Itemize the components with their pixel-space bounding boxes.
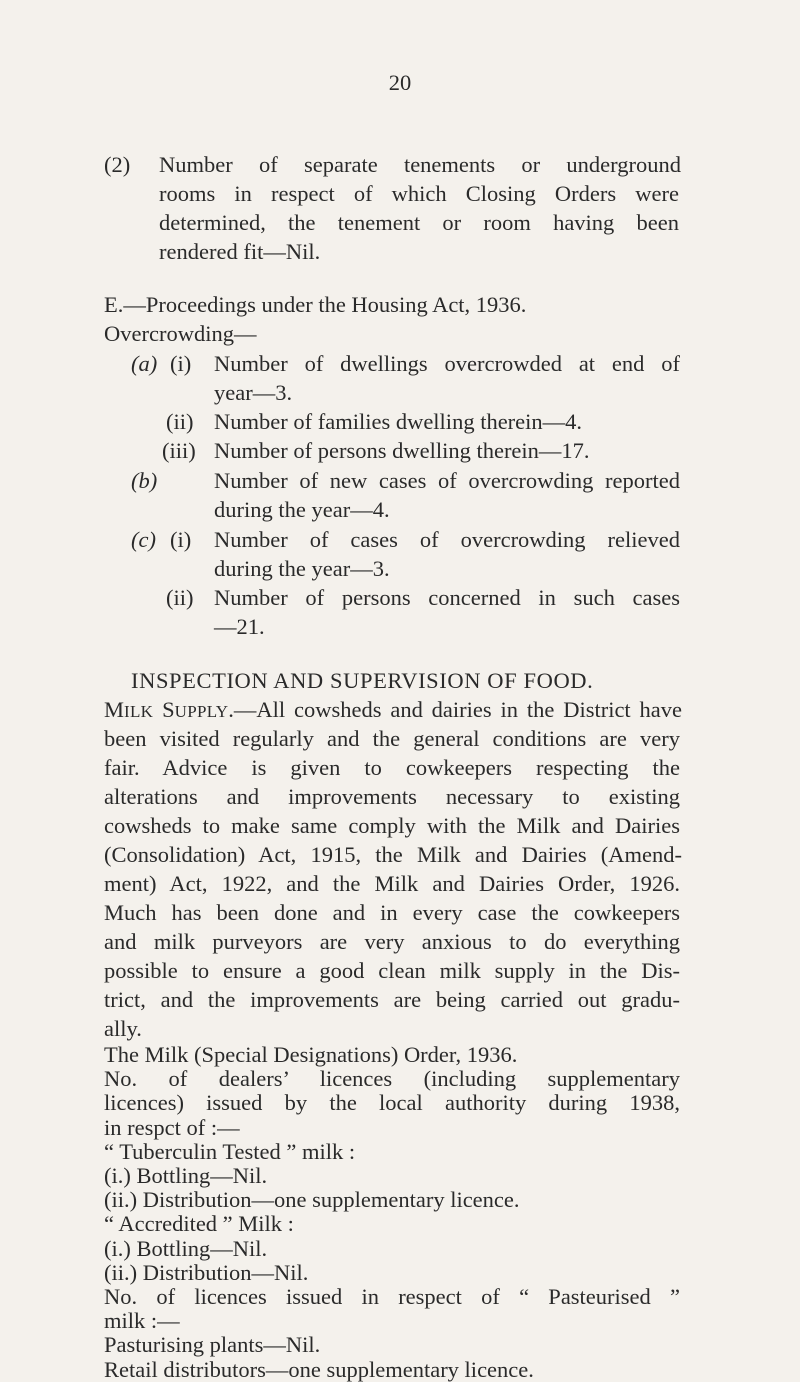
item-a-ii-label: (ii) (166, 409, 194, 434)
retail-distributors: Retail distributors—one supplementary licence. (104, 1356, 534, 1382)
milk-supply-label-upply: UPPLY (174, 702, 229, 721)
milk-supply-line: been visited regularly and the general conditions are very (104, 726, 680, 751)
milk-supply-label-s: S (162, 697, 175, 722)
pasteurising-plants: Pasturising plants—Nil. (104, 1332, 321, 1358)
item-b-line: during the year—4. (214, 497, 390, 522)
milk-supply-label-ilk: ILK (124, 702, 154, 721)
tuberculin-bottling: (i.) Bottling—Nil. (104, 1163, 268, 1188)
dealers-line: No. of dealers’ licences (including supplementary (104, 1066, 680, 1092)
item-a-iii: Number of persons dwelling therein—17. (214, 438, 590, 463)
tuberculin-heading: “ Tuberculin Tested ” milk : (104, 1138, 356, 1164)
milk-supply-line: trict, and the improvements are being carried out gradu- (104, 987, 680, 1012)
tenements-line: rendered fit—Nil. (159, 239, 321, 264)
milk-supply-label-m: M (104, 697, 125, 722)
section-e-subtitle: Overcrowding— (104, 321, 257, 346)
tenements-line: Number of separate tenements or underground (159, 152, 681, 177)
item-b-label: (b) (131, 468, 158, 493)
milk-supply-line: and milk purveyors are very anxious to do everything (104, 929, 680, 954)
tenements-label: (2) (104, 152, 131, 177)
item-a-label: (a) (131, 351, 158, 376)
milk-supply-first-line (104, 697, 682, 725)
milk-supply-line: cowsheds to make same comply with the Milk and Dairies (104, 813, 680, 838)
milk-supply-line: possible to ensure a good clean milk supply in the Dis- (104, 958, 680, 983)
accredited-heading: “ Accredited ” Milk : (104, 1211, 294, 1237)
dealers-line: in respct of :— (104, 1114, 240, 1140)
milk-supply-line: alterations and improvements necessary to existing (104, 784, 680, 809)
item-c-i-line: Number of cases of overcrowding relieved (214, 527, 680, 552)
item-c-ii-line: Number of persons concerned in such cases (214, 585, 680, 610)
inspection-heading: INSPECTION AND SUPERVISION OF FOOD. (131, 668, 594, 693)
milk-supply-line: ment) Act, 1922, and the Milk and Dairies Order, 1926. (104, 871, 680, 896)
item-c-ii-label: (ii) (166, 585, 194, 610)
item-b-line: Number of new cases of overcrowding reported (214, 468, 680, 493)
milk-supply-first-text: .—All cowsheds and dairies in the District have (228, 697, 683, 722)
pasteurised-line: milk :— (104, 1308, 180, 1334)
item-a-i-line: year—3. (214, 380, 293, 405)
item-c-i-line: during the year—3. (214, 556, 390, 581)
section-e-title: E.—Proceedings under the Housing Act, 1936. (104, 292, 527, 317)
accredited-bottling: (i.) Bottling—Nil. (104, 1235, 268, 1261)
item-a-ii: Number of families dwelling therein—4. (214, 409, 583, 434)
tenements-line: rooms in respect of which Closing Orders were (159, 181, 679, 206)
special-order-title: The Milk (Special Designations) Order, 1936. (104, 1042, 518, 1067)
tenements-line: determined, the tenement or room having been (159, 210, 679, 235)
item-a-i-label: (i) (170, 351, 192, 376)
item-c-label: (c) (131, 527, 156, 552)
tuberculin-distribution: (ii.) Distribution—one supplementary licence. (104, 1187, 520, 1213)
accredited-distribution: (ii.) Distribution—Nil. (104, 1259, 309, 1285)
item-a-iii-label: (iii) (162, 438, 196, 463)
item-c-ii-line: —21. (214, 614, 265, 639)
milk-supply-line: ally. (104, 1016, 142, 1041)
milk-supply-line: Much has been done and in every case the cowkeepers (104, 900, 680, 925)
pasteurised-line: No. of licences issued in respect of “ Pasteurised ” (104, 1284, 680, 1309)
item-c-i-label: (i) (170, 527, 192, 552)
page-number: 20 (388, 70, 412, 95)
dealers-line: licences) issued by the local authority during 1938, (104, 1090, 680, 1116)
milk-supply-line: fair. Advice is given to cowkeepers respecting the (104, 755, 680, 780)
item-a-i-line: Number of dwellings overcrowded at end of (214, 351, 680, 376)
milk-supply-line: (Consolidation) Act, 1915, the Milk and Dairies (Amend- (104, 842, 682, 867)
